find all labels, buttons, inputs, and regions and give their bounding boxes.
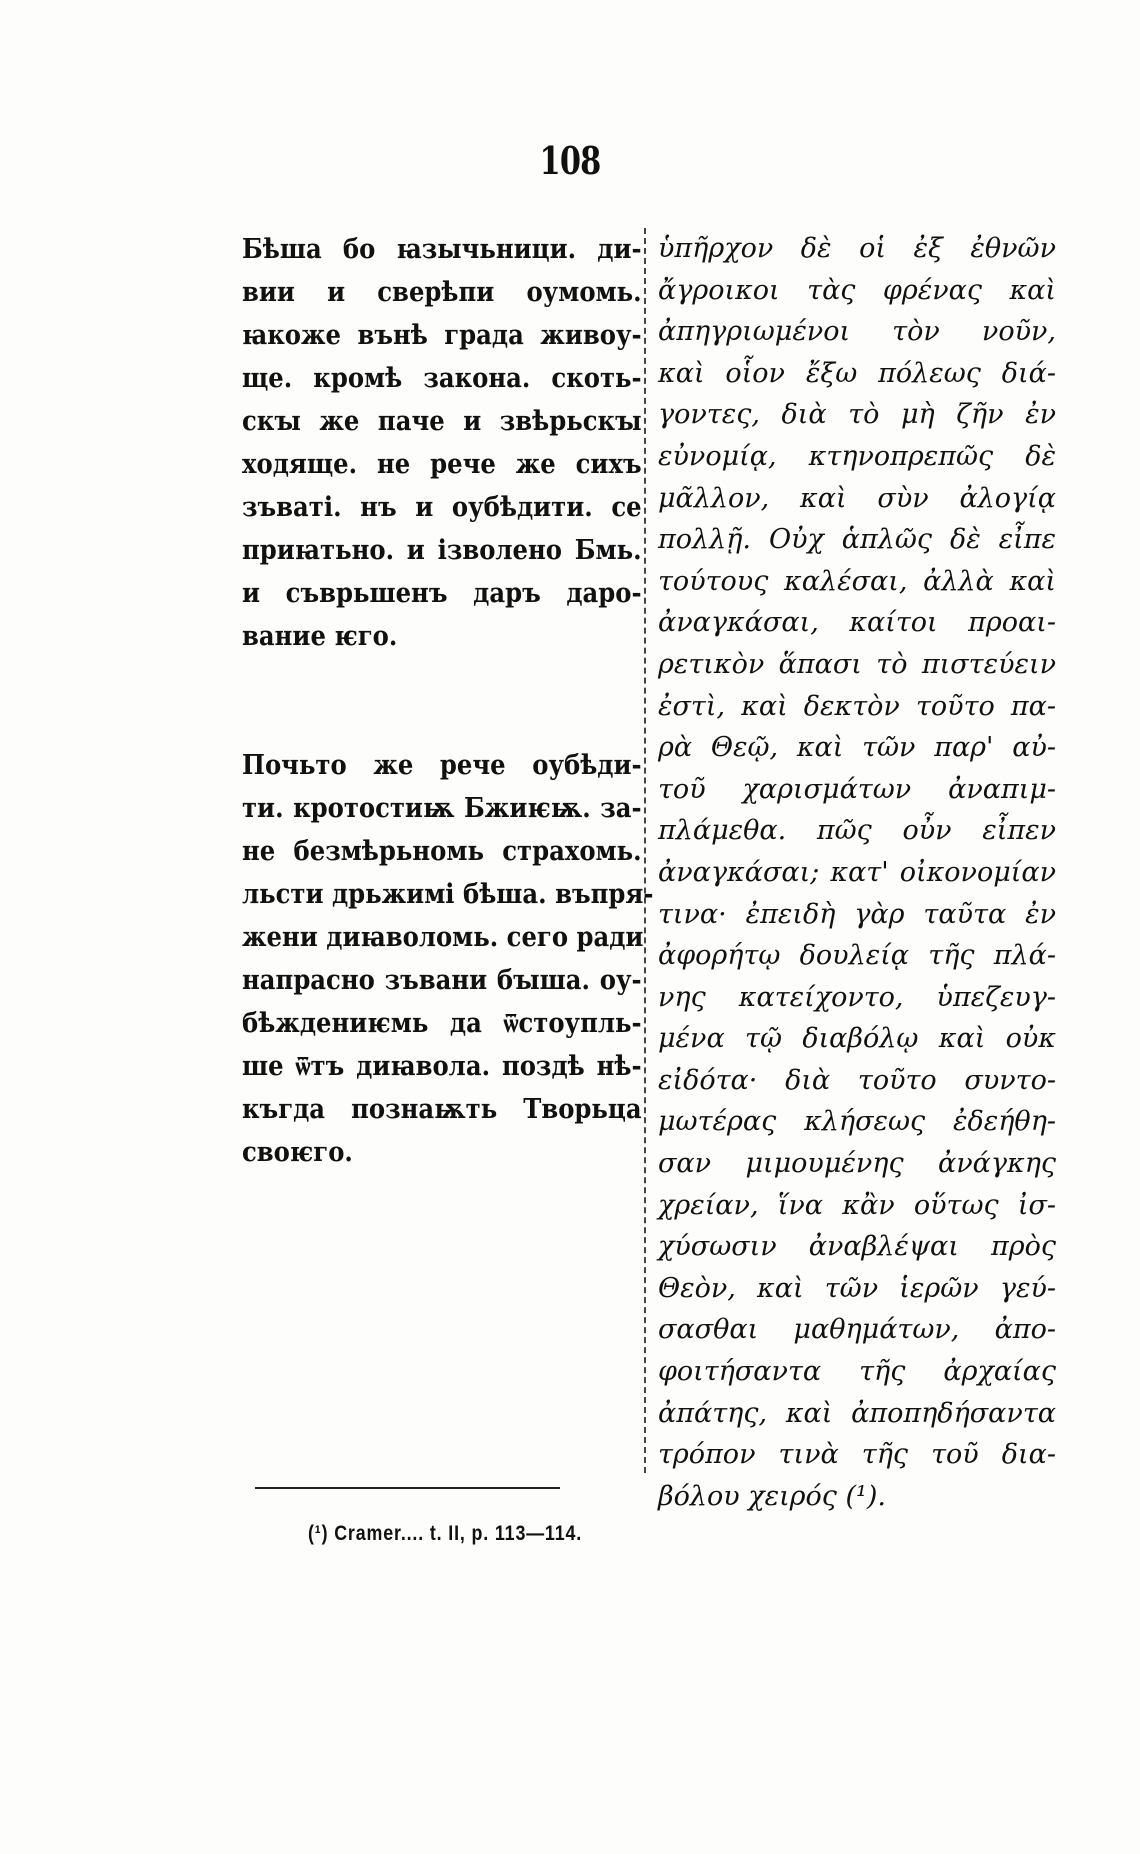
greek-line: ρὰ Θεῷ, καὶ τῶν παρ' αὐ- <box>658 732 1056 764</box>
greek-line: τρόπον τινὰ τῆς τοῦ δια- <box>658 1439 1056 1471</box>
greek-line: τινα· ἐπειδὴ γὰρ ταῦτα ἐν <box>658 898 1056 930</box>
greek-column <box>658 228 1056 1517</box>
slavonic-line: напрасно зъвани бꙑша. оу- <box>242 965 642 996</box>
greek-line: νης κατείχοντο, ὑπεζευγ- <box>658 981 1056 1013</box>
slavonic-line: ти. кротостиѭ Бжиѥѭ. за- <box>242 793 642 824</box>
greek-line: ἀφορήτῳ δουλείᾳ τῆς πλά- <box>658 940 1056 972</box>
slavonic-line: приꙗтьно. и ізволено Бмь. <box>242 535 642 566</box>
greek-line: μωτέρας κλήσεως ἐδεήθη- <box>658 1106 1056 1138</box>
slavonic-line: зъваті. нъ и оубѣдити. се <box>242 492 642 523</box>
greek-line: ἄγροικοι τὰς φρένας καὶ <box>658 274 1056 306</box>
slavonic-line: Бѣша бо ꙗзычьници. ди- <box>242 234 642 265</box>
greek-line: βόλου χειρός (¹). <box>658 1480 886 1512</box>
slavonic-line: жени диꙗволомь. сего ради <box>242 922 644 953</box>
greek-line: εὐνομίᾳ, κτηνοπρεπῶς δὲ <box>658 440 1056 472</box>
slavonic-line: льсти дрьжимі бѣша. въпря- <box>242 879 654 910</box>
greek-line: μένα τῷ διαβόλῳ καὶ οὐκ <box>658 1023 1056 1055</box>
greek-line: εἰδότα· διὰ τοῦτο συντο- <box>658 1064 1056 1096</box>
greek-line: τοῦ χαρισμάτων ἀναπιμ- <box>658 773 1056 805</box>
slavonic-line: скꙑ же паче и звѣрьскꙑ <box>242 406 642 437</box>
greek-line: ἀπάτης, καὶ ἀποπηδήσαντα <box>658 1397 1056 1429</box>
column-divider <box>644 228 646 1473</box>
slavonic-line: Почьто же рече оубѣди- <box>242 750 642 781</box>
slavonic-line: ше ѿтъ диꙗвола. поздѣ нѣ- <box>242 1051 642 1082</box>
greek-line: μᾶλλον, καὶ σὺν ἀλογίᾳ <box>658 482 1056 514</box>
page-number: 108 <box>539 138 601 183</box>
greek-line: χρείαν, ἵνα κἂν οὕτως ἰσ- <box>658 1189 1056 1221</box>
greek-line: χύσωσιν ἀναβλέψαι πρὸς <box>658 1231 1056 1263</box>
greek-line: καὶ οἷον ἔξω πόλεως διά- <box>658 357 1056 389</box>
slavonic-line: бѣждениѥмь да ѿстоупль- <box>242 1008 642 1039</box>
footnote: (¹) Cramer.... t. II, p. 113—114. <box>308 1522 583 1545</box>
greek-line: γοντες, διὰ τὸ μὴ ζῆν ἐν <box>658 399 1056 431</box>
greek-line: ἀπηγριωμένοι τὸν νοῦν, <box>658 316 1056 348</box>
slavonic-line: и съврьшенъ даръ даро- <box>242 578 642 609</box>
slavonic-line: къгда познаѭть Творьца <box>242 1094 642 1125</box>
footnote-rule <box>255 1487 560 1489</box>
greek-line: ρετικὸν ἅπασι τὸ πιστεύειν <box>658 648 1056 680</box>
slavonic-paragraph-1 <box>242 228 642 658</box>
slavonic-paragraph-2 <box>242 744 654 1174</box>
greek-line: Θεὸν, καὶ τῶν ἱερῶν γεύ- <box>658 1272 1056 1304</box>
paragraph-gap <box>242 658 642 744</box>
slavonic-line: не безмѣрьномь страхомь. <box>242 836 642 867</box>
greek-line: ἀναγκάσαι; κατ' οἰκονομίαν <box>658 856 1056 888</box>
greek-line: σαν μιμουμένης ἀνάγκης <box>658 1148 1056 1180</box>
slavonic-line: ще. кромѣ закона. скоть- <box>242 363 642 394</box>
greek-line: ὑπῆρχον δὲ οἱ ἐξ ἐθνῶν <box>658 233 1056 264</box>
slavonic-column <box>242 228 654 1174</box>
slavonic-line: своѥго. <box>242 1137 353 1168</box>
greek-line: ἀναγκάσαι, καίτοι προαι- <box>658 607 1056 639</box>
greek-line: ἐστὶ, καὶ δεκτὸν τοῦτο πα- <box>658 690 1056 722</box>
slavonic-line: ходяще. не рече же сихъ <box>242 449 642 480</box>
slavonic-line: вии и сверѣпи оумомь. <box>242 277 642 308</box>
greek-line: πολλῇ. Οὐχ ἁπλῶς δὲ εἶπε <box>658 524 1056 556</box>
greek-line: πλάμεθα. πῶς οὖν εἶπεν <box>658 815 1056 847</box>
slavonic-line: вание ѥго. <box>242 621 398 652</box>
greek-line: τούτους καλέσαι, ἀλλὰ καὶ <box>658 565 1056 597</box>
greek-line: σασθαι μαθημάτων, ἀπο- <box>658 1314 1056 1346</box>
greek-line: φοιτήσαντα τῆς ἀρχαίας <box>658 1356 1056 1388</box>
slavonic-line: ꙗкоже вънѣ града живоу- <box>242 320 642 351</box>
